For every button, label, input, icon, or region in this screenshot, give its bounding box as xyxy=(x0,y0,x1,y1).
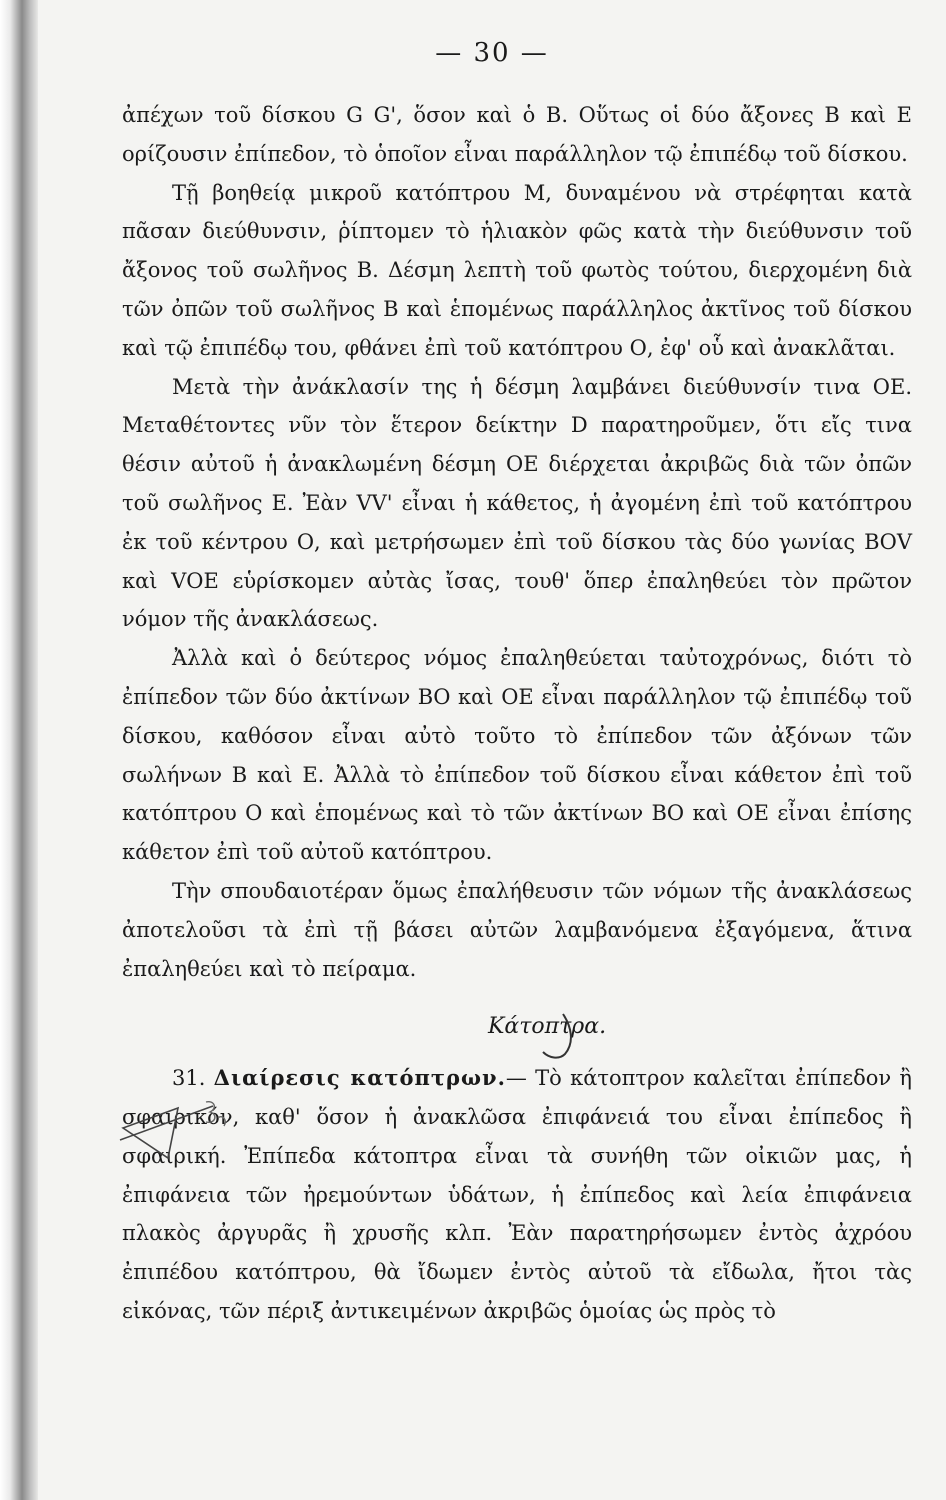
page-body xyxy=(122,96,912,1331)
handwritten-margin-mark xyxy=(118,1098,238,1168)
paragraph-4: Ἀλλὰ καὶ ὁ δεύτερος νόμος ἐπαληθεύεται ταὐτοχρόνως, διότι τὸ ἐπίπεδον τῶν δύο ἀκτίνων ΒΟ καὶ ΟΕ εἶναι παράλληλον τῷ ἐπιπέδῳ τοῦ δίσκου, καθόσον εἶναι αὐτὸ τοῦτο τὸ ἐπίπεδον τῶν ἀξόνων τῶν σωλήνων Β καὶ Ε. Ἀλλὰ τὸ ἐπίπεδον τοῦ δίσκου εἶναι κάθετον ἐπὶ τοῦ κατόπτρου Ο καὶ ἑπομένως καὶ τὸ τῶν ἀκτίνων ΒΟ καὶ ΟΕ εἶναι ἐπίσης κάθετον ἐπὶ τοῦ αὐτοῦ κατόπτρου. xyxy=(122,646,912,865)
paragraph-1: ἀπέχων τοῦ δίσκου G G', ὅσον καὶ ὁ Β. Οὕτως οἱ δύο ἄξονες Β καὶ Ε ορίζουσιν ἐπίπεδον, τὸ ὁποῖον εἶναι παράλληλον τῷ ἐπιπέδῳ τοῦ δίσκου. xyxy=(122,103,912,166)
section-heading: Κάτοπτρα. xyxy=(487,1014,607,1040)
page-number: — 30 — xyxy=(435,38,549,68)
paragraph-5: Τὴν σπουδαιοτέραν ὅμως ἐπαλήθευσιν τῶν νόμων τῆς ἀνακλάσεως ἀποτελοῦσι τὰ ἐπὶ τῇ βάσει αὐτῶν λαμβανόμενα ἐξαγόμενα, ἅτινα ἐπαληθεύει καὶ τὸ πείραμα. xyxy=(122,878,912,981)
book-gutter xyxy=(0,0,38,1500)
paragraph-3: Μετὰ τὴν ἀνάκλασίν της ἡ δέσμη λαμβάνει διεύθυνσίν τινα ΟΕ. Μεταθέτοντες νῦν τὸν ἕτερον δείκτην D παρατηροῦμεν, ὅτι εἴς τινα θέσιν αὐτοῦ ἡ ἀνακλωμένη δέσμη ΟΕ διέρχεται ἀκριβῶς διὰ τῶν ὀπῶν τοῦ σωλῆνος Ε. Ἐὰν VV' εἶναι ἡ κάθετος, ἡ ἀγομένη ἐπὶ τοῦ κατόπτρου ἐκ τοῦ κέντρου Ο, καὶ μετρήσωμεν ἐπὶ τοῦ δίσκου τὰς δύο γωνίας ΒΟV καὶ VΟΕ εὑρίσκομεν αὐτὰς ἴσας, τουθ' ὅπερ ἐπαληθεύει τὸν πρῶτον νόμον τῆς ἀνακλάσεως. xyxy=(122,374,912,632)
handwritten-bracket-mark xyxy=(541,1012,581,1062)
section-title: Διαίρεσις κατόπτρων. xyxy=(213,1065,506,1091)
paragraph-2: Τῇ βοηθείᾳ μικροῦ κατόπτρου Μ, δυναμένου νὰ στρέφηται κατὰ πᾶσαν διεύθυνσιν, ῥίπτομεν τὸ ἡλιακὸν φῶς κατὰ τὴν διεύθυνσιν τοῦ ἄξονος τοῦ σωλῆνος Β. Δέσμη λεπτὴ τοῦ φωτὸς τούτου, διερχομένη διὰ τῶν ὀπῶν τοῦ σωλῆνος Β καὶ ἑπομένως παράλληλος ἀκτῖνος τοῦ δίσκου καὶ τῷ ἐπιπέδῳ του, φθάνει ἐπὶ τοῦ κατόπτρου Ο, ἐφ' οὗ καὶ ἀνακλᾶται. xyxy=(122,180,912,360)
section-text: — Τὸ κάτοπτρον καλεῖται ἐπίπεδον ἢ σφαιρικόν, καθ' ὅσον ἡ ἀνακλῶσα ἐπιφάνειά του εἶναι ἐπίπεδος ἢ σφαιρική. Ἐπίπεδα κάτοπτρα εἶναι τὰ συνήθη τῶν οἰκιῶν μας, ἡ ἐπιφάνεια τῶν ἠρεμούντων ὑδάτων, ἡ ἐπίπεδος καὶ λεία ἐπιφάνεια πλακὸς ἀργυρᾶς ἢ χρυσῆς κλπ. Ἐὰν παρατηρήσωμεν ἐντὸς ἀχρόου ἐπιπέδου κατόπτρου, θὰ ἴδωμεν ἐντὸς αὐτοῦ τὰ εἴδωλα, ἤτοι τὰς εἰκόνας, τῶν πέριξ ἀντικειμένων ἀκριβῶς ὁμοίας ὡς πρὸς τὸ xyxy=(122,1066,912,1323)
section-number: 31. xyxy=(172,1066,206,1091)
section-31-paragraph xyxy=(122,1059,912,1331)
book-page xyxy=(38,0,946,1500)
